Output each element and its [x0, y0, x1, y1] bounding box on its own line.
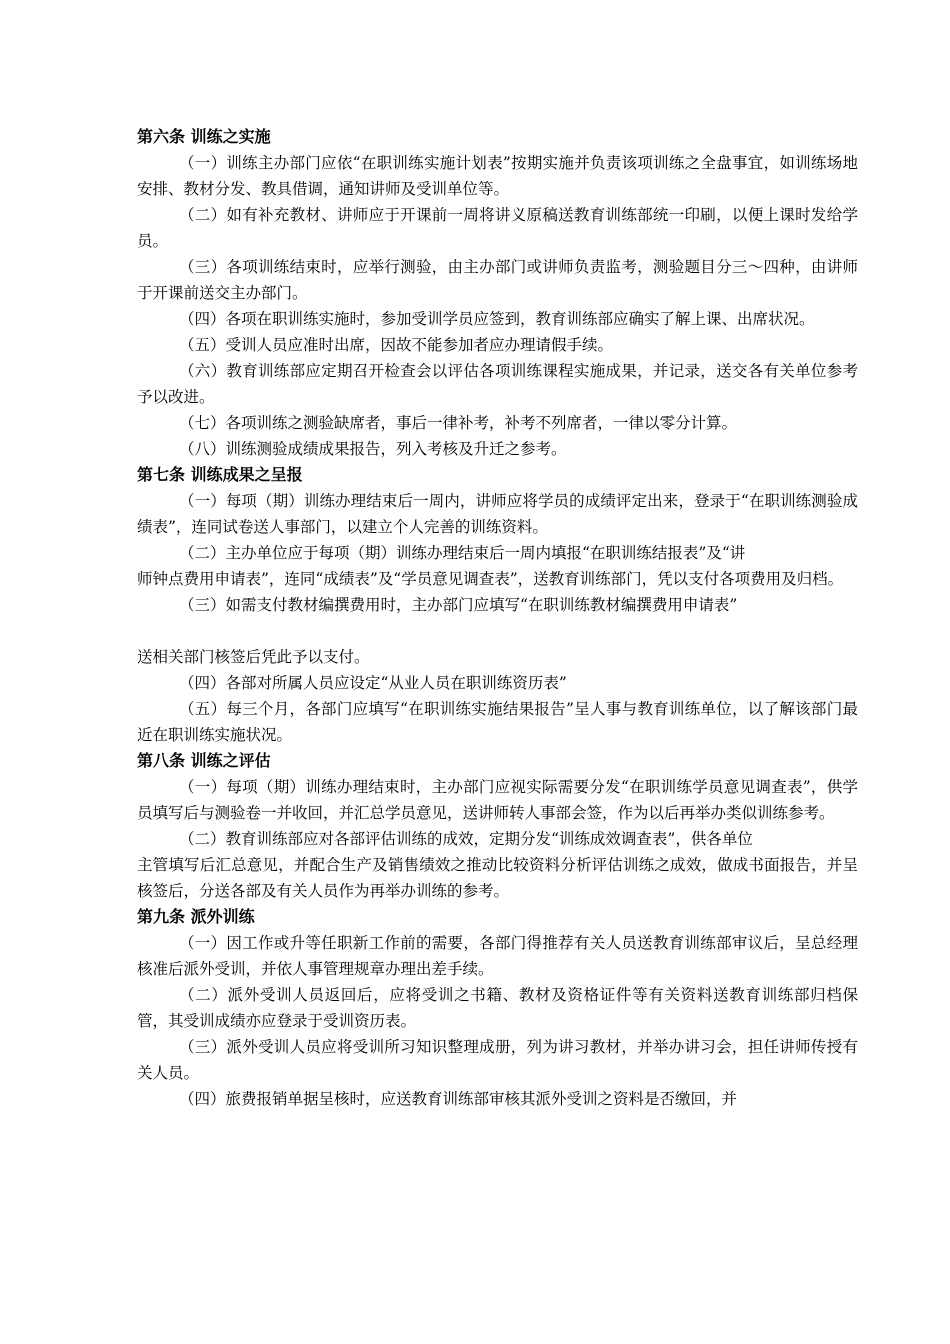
paragraph: （三）派外受训人员应将受训所习知识整理成册，列为讲习教材，并举办讲习会，担任讲师传授有关人员。	[137, 1038, 858, 1082]
paragraph: （二）主办单位应于每项（期）训练办理结束后一周内填报“在职训练结报表”及“讲	[179, 544, 746, 562]
paragraph: （二）如有补充教材、讲师应于开课前一周将讲义原稿送教育训练部统一印刷，以便上课时发给学员。	[137, 206, 858, 250]
paragraph: （二）派外受训人员返回后，应将受训之书籍、教材及资格证件等有关资料送教育训练部归档保管，其受训成绩亦应登录于受训资历表。	[137, 986, 858, 1030]
section-title-article-9: 第九条 派外训练	[137, 907, 255, 926]
paragraph: （一）每项（期）训练办理结束时，主办部门应视实际需要分发“在职训练学员意见调查表”，供学员填写后与测验卷一并收回，并汇总学员意见，送讲师转人事部会签，作为以后再举办类似训练参考。	[137, 778, 858, 822]
paragraph: （六）教育训练部应定期召开检查会以评估各项训练课程实施成果，并记录，送交各有关单位参考予以改进。	[137, 362, 858, 406]
paragraph: （八）训练测验成绩成果报告，列入考核及升迁之参考。	[179, 440, 567, 458]
paragraph: （二）教育训练部应对各部评估训练的成效，定期分发“训练成效调查表”，供各单位	[179, 830, 753, 848]
paragraph: （四）旅费报销单据呈核时，应送教育训练部审核其派外受训之资料是否缴回，并	[179, 1090, 738, 1108]
paragraph: （一）因工作或升等任职新工作前的需要，各部门得推荐有关人员送教育训练部审议后，呈总经理核准后派外受训，并依人事管理规章办理出差手续。	[137, 934, 858, 978]
paragraph: （四）各部对所属人员应设定“从业人员在职训练资历表”	[179, 674, 567, 692]
section-title-article-8: 第八条 训练之评估	[137, 751, 271, 770]
paragraph-continuation: 送相关部门核签后凭此予以支付。	[137, 648, 370, 666]
paragraph: （五）受训人员应准时出席，因故不能参加者应办理请假手续。	[179, 336, 614, 354]
section-title-article-7: 第七条 训练成果之呈报	[137, 465, 303, 484]
paragraph: （四）各项在职训练实施时，参加受训学员应签到，教育训练部应确实了解上课、出席状况。	[179, 310, 815, 328]
paragraph-continuation: 主管填写后汇总意见，并配合生产及销售绩效之推动比较资料分析评估训练之成效，做成书面报告，并呈核签后，分送各部及有关人员作为再举办训练的参考。	[137, 856, 858, 900]
section-title-article-6: 第六条 训练之实施	[137, 127, 271, 146]
paragraph: （一）训练主办部门应依“在职训练实施计划表”按期实施并负责该项训练之全盘事宜，如训练场地安排、教材分发、教具借调，通知讲师及受训单位等。	[137, 154, 858, 198]
paragraph-continuation: 师钟点费用申请表”，连同“成绩表”及“学员意见调查表”，送教育训练部门，凭以支付各项费用及归档。	[137, 570, 844, 588]
paragraph: （三）各项训练结束时，应举行测验，由主办部门或讲师负责监考，测验题目分三～四种，由讲师于开课前送交主办部门。	[137, 258, 858, 302]
paragraph: （三）如需支付教材编撰费用时，主办部门应填写“在职训练教材编撰费用申请表”	[179, 596, 738, 614]
paragraph: （五）每三个月，各部门应填写“在职训练实施结果报告”呈人事与教育训练单位，以了解该部门最近在职训练实施状况。	[137, 700, 858, 744]
paragraph: （一）每项（期）训练办理结束后一周内，讲师应将学员的成绩评定出来，登录于“在职训练测验成绩表”，连同试卷送人事部门，以建立个人完善的训练资料。	[137, 492, 858, 536]
paragraph: （七）各项训练之测验缺席者，事后一律补考，补考不列席者，一律以零分计算。	[179, 414, 738, 432]
